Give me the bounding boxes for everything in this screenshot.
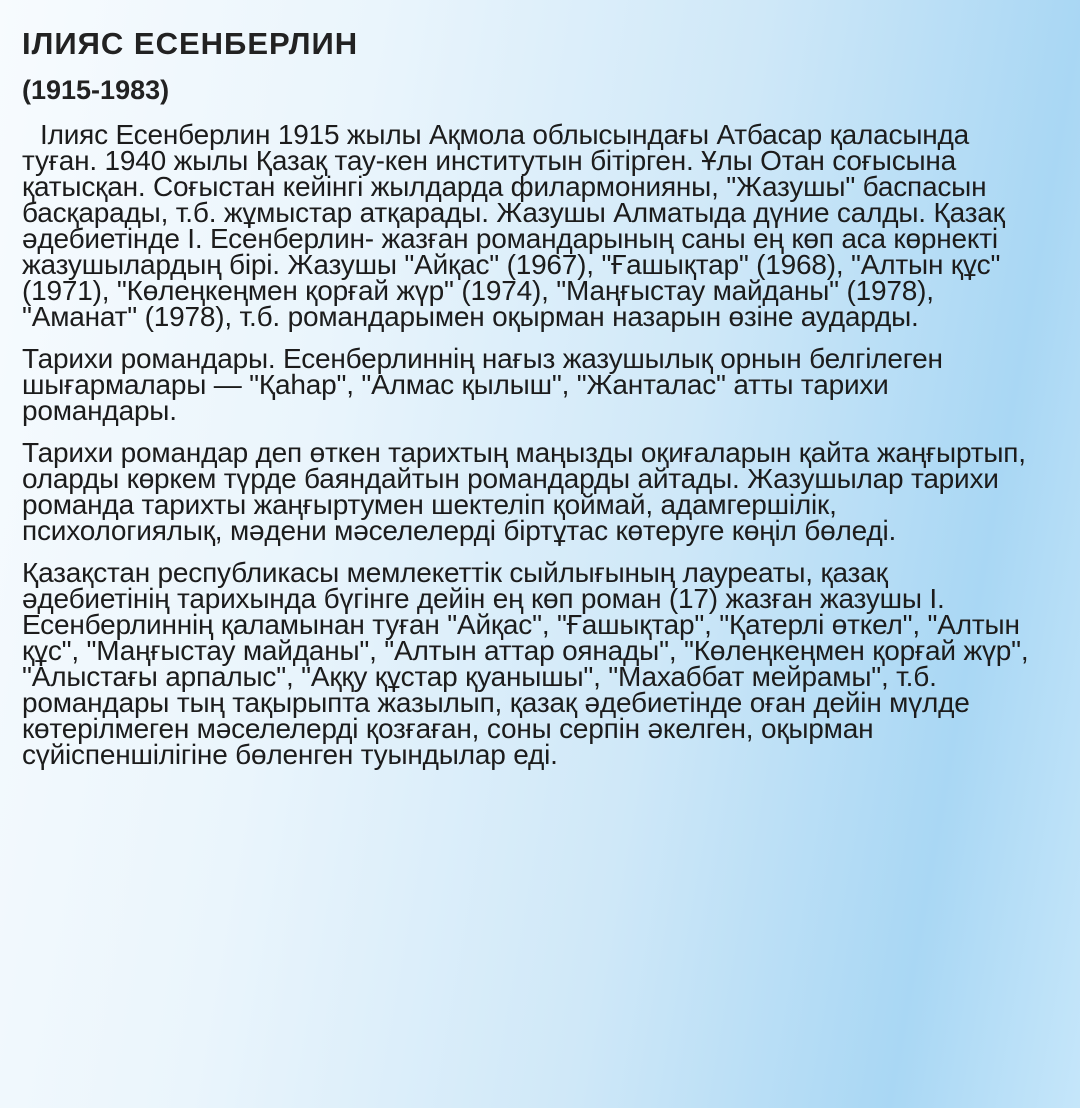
article-body xyxy=(22,119,1032,784)
paragraph-biography: Ілияс Есенберлин 1915 жылы Ақмола облысындағы Атбасар қаласында туған. 1940 жылы Қазақ тау-кен институтын бітірген. Ұлы Отан соғысына қатысқан. Соғыстан кейінгі жылдарда филармонияны, "Жазушы" баспасын басқарады, т.б. жұмыстар атқарады. Жазушы Алматыда дүние салды. Қазақ әдебиетінде І. Есенберлин- жазған романдарының саны ең көп аса көрнекті жазушылардың бірі. Жазушы "Айқас" (1967), "Ғашықтар" (1968), "Алтын құс" (1971), "Көлеңкеңмен қорғай жүр" (1974), "Маңғыстау майданы" (1978), "Аманат" (1978), т.б. романдарымен оқырман назарын өзіне аударды. xyxy=(22,119,1005,332)
paragraph-historical-novels: Тарихи романдары. Есенберлиннің нағыз жазушылық орнын белгілеген шығармалары — "Қаһар", "Алмас қылыш", "Жанталас" атты тарихи романдары. xyxy=(22,343,943,426)
paragraph-legacy: Қазақстан республикасы мемлекеттік сыйлығының лауреаты, қазақ әдебиетінің тарихында бүгінге дейін ең көп роман (17) жазған жазушы І. Есенберлиннің қаламынан туған "Айқас", "Ғашықтар", "Қатерлі өткел", "Алтын құс", "Маңғыстау майданы", "Алтын аттар оянады", "Көлеңкеңмен қорғай жүр", "Алыстағы арпалыс", "Аққу құстар қуанышы", "Махаббат мейрамы", т.б. романдары тың тақырыпта жазылып, қазақ әдебиетінде оған дейін мүлде көтерілмеген мәселелерді қозғаған, соны серпін әкелген, оқырман сүйіспеншілігіне бөленген туындылар еді. xyxy=(22,557,1029,770)
author-name-heading: ІЛИЯС ЕСЕНБЕРЛИН xyxy=(22,26,359,61)
life-years: (1915-1983) xyxy=(22,75,170,105)
paragraph-definition: Тарихи романдар деп өткен тарихтың маңызды оқиғаларын қайта жаңғыртып, оларды көркем түрде баяндайтын романдарды айтады. Жазушылар тарихи романда тарихты жаңғыртумен шектеліп қоймай, адамгершілік, психологиялық, мәдени мәселелерді біртұтас көтеруге көңіл бөледі. xyxy=(22,437,1026,546)
